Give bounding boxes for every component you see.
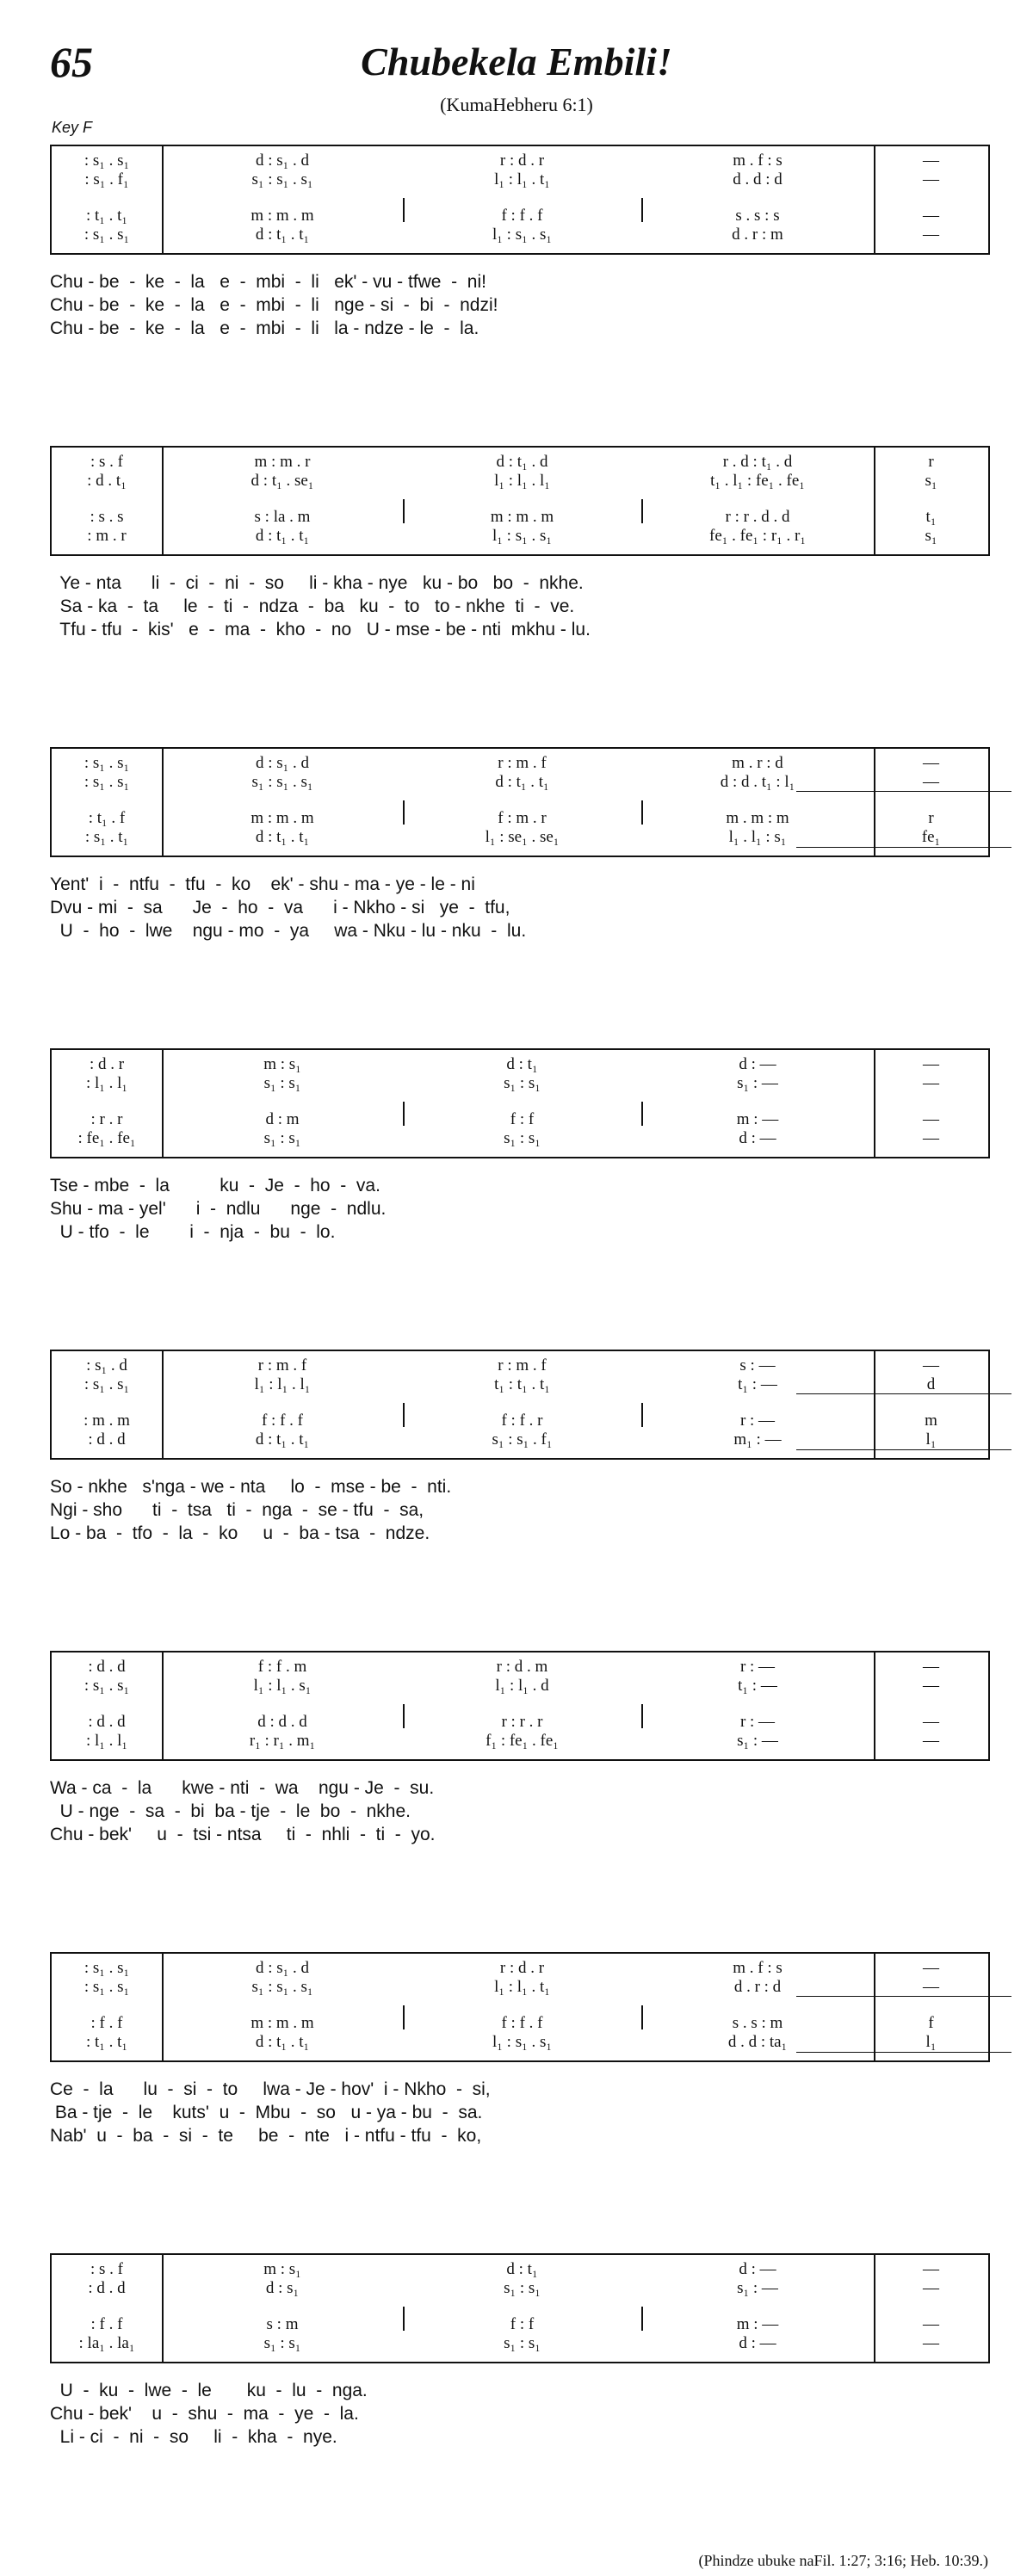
solfa-notes: m : — [736, 1110, 779, 1128]
solfa-notes: f : f . r [501, 1412, 543, 1430]
voice-row [52, 1356, 988, 1375]
music-system [50, 2253, 990, 2449]
music-system [50, 145, 990, 340]
solfa-notes: r : d . m [496, 1658, 548, 1676]
solfa-notes: : m . m [84, 1412, 130, 1430]
solfa-notes: r [928, 809, 934, 827]
solfa-notes: l₁ : l₁ . t₁ [494, 170, 550, 188]
solfa-notes: : f . f [90, 2315, 123, 2333]
solfa-notes: l₁ : s₁ . s₁ [492, 225, 552, 244]
solfa-notes: s : — [739, 1356, 776, 1374]
voice-row [52, 2033, 988, 2052]
solfa-notes: d : s₁ . d [255, 151, 310, 170]
solfa-notes: : m . r [87, 527, 127, 545]
music-system [50, 446, 990, 641]
solfa-notes: s₁ : — [737, 2279, 778, 2297]
solfa-notes: : s₁ . s₁ [84, 1959, 130, 1977]
solfa-notes: f : f . f [261, 1412, 303, 1430]
tonic-solfa-staff [50, 1048, 990, 1158]
solfa-notes: l₁ . l₁ : s₁ [728, 828, 787, 846]
solfa-notes: r . d : t₁ . d [722, 453, 793, 471]
solfa-notes: — [923, 1959, 939, 1977]
solfa-notes: f₁ : fe₁ . fe₁ [486, 1732, 559, 1750]
lyric-line: Ce - la lu - si - to lwa - Je - hov' i - Nkho - si, [50, 2079, 491, 2099]
solfa-notes: s₁ [925, 472, 937, 490]
solfa-notes: s₁ : s₁ [504, 2334, 541, 2352]
solfa-notes: s₁ : — [737, 1074, 778, 1092]
solfa-notes: d : t₁ . t₁ [255, 828, 310, 846]
voice-divider-line [796, 791, 1011, 792]
solfa-notes: d : — [739, 1129, 776, 1147]
voice-row [52, 1978, 988, 1997]
solfa-notes: : s₁ . t₁ [84, 828, 129, 846]
solfa-notes: s₁ : s₁ . s₁ [251, 773, 313, 791]
solfa-notes: s . s : m [732, 2014, 783, 2032]
voice-row [52, 1430, 988, 1449]
solfa-notes: f : f . f [501, 2014, 543, 2032]
footer-references: (Phindze ubuke naFil. 1:27; 3:16; Heb. 10:39.) [698, 2552, 988, 2569]
solfa-notes: — [923, 2334, 939, 2352]
lyric-line: U - ho - lwe ngu - mo - ya wa - Nku - lu - nku - lu. [50, 921, 527, 941]
lyric-line: Shu - ma - yel' i - ndlu nge - ndlu. [50, 1199, 387, 1219]
lyric-line: So - nkhe s'nga - we - nta lo - mse - be - nti. [50, 1477, 452, 1497]
solfa-notes: t₁ : — [738, 1375, 777, 1393]
voice-row [52, 809, 988, 828]
music-system [50, 1350, 990, 1545]
solfa-notes: s₁ : s₁ [504, 1129, 541, 1147]
solfa-notes: : d . d [88, 1658, 126, 1676]
solfa-notes: f [928, 2014, 934, 2032]
lyric-line: Yent' i - ntfu - tfu - ko ek' - shu - ma - ye - le - ni [50, 874, 475, 894]
solfa-notes: — [923, 2260, 939, 2278]
lyrics-block [50, 270, 990, 340]
solfa-notes: m . r : d [732, 754, 783, 772]
voice-row [52, 1412, 988, 1430]
voice-row [52, 207, 988, 225]
solfa-notes: m . m : m [726, 809, 789, 827]
solfa-notes: m . f : s [733, 1959, 782, 1977]
music-system [50, 1651, 990, 1846]
solfa-notes: m : s₁ [263, 1055, 301, 1073]
lyric-line: Lo - ba - tfo - la - ko u - ba - tsa - ndze. [50, 1523, 430, 1543]
tonic-solfa-staff [50, 2253, 990, 2363]
solfa-notes: — [923, 773, 939, 791]
solfa-notes: f : m . r [498, 809, 547, 827]
voice-row [52, 472, 988, 491]
lyric-line: Ye - nta li - ci - ni - so li - kha - nye ku - bo bo - nkhe. [50, 573, 584, 593]
solfa-notes: d . r : m [732, 225, 783, 244]
solfa-notes: m : m . m [251, 809, 314, 827]
lyrics-block [50, 2379, 990, 2449]
solfa-notes: l₁ [925, 1430, 937, 1449]
solfa-notes: m : m . m [251, 207, 314, 225]
solfa-notes: m [925, 1412, 937, 1430]
solfa-notes: : l₁ . l₁ [85, 1732, 128, 1750]
voice-row [52, 2334, 988, 2353]
solfa-notes: : d . d [88, 1713, 126, 1731]
solfa-notes: r : d . r [499, 151, 545, 170]
solfa-notes: d : s₁ . d [255, 754, 310, 772]
solfa-notes: l₁ : s₁ . s₁ [492, 2033, 552, 2051]
solfa-notes: l₁ : l₁ . l₁ [494, 472, 550, 490]
solfa-notes: d : t₁ . t₁ [255, 2033, 310, 2051]
solfa-notes: r : m . f [257, 1356, 307, 1374]
voice-row [52, 1129, 988, 1148]
tonic-solfa-staff [50, 1651, 990, 1761]
solfa-notes: : s₁ . s₁ [84, 773, 130, 791]
voice-row [52, 1959, 988, 1978]
solfa-notes: : s₁ . s₁ [84, 1677, 130, 1695]
solfa-notes: s : la . m [254, 508, 311, 526]
lyrics-block [50, 2078, 990, 2147]
solfa-notes: : s . f [90, 453, 123, 471]
solfa-notes: d : t₁ [506, 1055, 538, 1073]
solfa-notes: : la₁ . la₁ [78, 2334, 135, 2352]
solfa-notes: d : t₁ . se₁ [251, 472, 314, 490]
solfa-notes: s₁ [925, 527, 937, 545]
voice-divider-line [796, 1996, 1011, 1997]
solfa-notes: r : — [739, 1412, 776, 1430]
song-number: 65 [50, 38, 93, 86]
solfa-notes: s₁ : — [737, 1732, 778, 1750]
solfa-notes: m : s₁ [263, 2260, 301, 2278]
solfa-notes: r₁ : r₁ . m₁ [249, 1732, 316, 1750]
solfa-notes: : s₁ . s₁ [84, 1978, 130, 1996]
solfa-notes: — [923, 1129, 939, 1147]
voice-row [52, 225, 988, 244]
solfa-notes: — [923, 1732, 939, 1750]
solfa-notes: : s . s [90, 508, 124, 526]
solfa-notes: s₁ : s₁ [263, 1129, 301, 1147]
solfa-notes: : fe₁ . fe₁ [77, 1129, 136, 1147]
solfa-notes: — [923, 1677, 939, 1695]
solfa-notes: r [928, 453, 934, 471]
solfa-notes: — [923, 225, 939, 244]
tonic-solfa-staff [50, 747, 990, 857]
lyrics-block [50, 873, 990, 942]
lyric-line: Chu - be - ke - la e - mbi - li ek' - vu - tfwe - ni! [50, 272, 486, 292]
lyric-line: Tse - mbe - la ku - Je - ho - va. [50, 1176, 380, 1195]
lyric-line: U - tfo - le i - nja - bu - lo. [50, 1222, 336, 1242]
solfa-notes: l₁ : l₁ . d [495, 1677, 549, 1695]
solfa-notes: r : — [739, 1713, 776, 1731]
voice-divider-line [796, 1393, 1011, 1394]
voice-row [52, 1110, 988, 1129]
voice-row [52, 2315, 988, 2334]
solfa-notes: d : t₁ . t₁ [255, 225, 310, 244]
solfa-notes: m . f : s [733, 151, 782, 170]
solfa-notes: : s₁ . f₁ [84, 170, 129, 188]
solfa-notes: d : t₁ . t₁ [495, 773, 549, 791]
solfa-notes: d : d . t₁ : l₁ [720, 773, 795, 791]
solfa-notes: d : t₁ . d [496, 453, 548, 471]
voice-row [52, 1375, 988, 1394]
solfa-notes: s₁ : s₁ . f₁ [492, 1430, 553, 1449]
tonic-solfa-staff [50, 1350, 990, 1460]
solfa-notes: d : s₁ . d [255, 1959, 310, 1977]
voice-row [52, 508, 988, 527]
lyric-line: Sa - ka - ta le - ti - ndza - ba ku - to to - nkhe ti - ve. [50, 596, 575, 616]
voice-row [52, 2014, 988, 2033]
solfa-notes: l₁ : l₁ . l₁ [254, 1375, 311, 1393]
voice-row [52, 754, 988, 773]
tonic-solfa-staff [50, 1952, 990, 2062]
voice-row [52, 1055, 988, 1074]
solfa-notes: — [923, 2315, 939, 2333]
solfa-notes: d : — [739, 2334, 776, 2352]
solfa-notes: : r . r [90, 1110, 123, 1128]
solfa-notes: s₁ : s₁ [504, 2279, 541, 2297]
solfa-notes: s₁ : s₁ [263, 2334, 301, 2352]
solfa-notes: d : t₁ . t₁ [255, 527, 310, 545]
solfa-notes: — [923, 1658, 939, 1676]
solfa-notes: f : f . m [257, 1658, 307, 1676]
solfa-notes: f : f . f [501, 207, 543, 225]
solfa-notes: d : s₁ [265, 2279, 300, 2297]
solfa-notes: — [923, 1713, 939, 1731]
solfa-notes: : s₁ . s₁ [84, 1375, 130, 1393]
solfa-notes: : d . d [88, 2279, 126, 2297]
lyric-line: U - nge - sa - bi ba - tje - le bo - nkhe. [50, 1801, 411, 1821]
solfa-notes: — [923, 1110, 939, 1128]
solfa-notes: : s₁ . s₁ [84, 754, 130, 772]
lyrics-block [50, 1174, 990, 1244]
solfa-notes: m : m . m [251, 2014, 314, 2032]
key-signature: Key F [52, 119, 93, 136]
lyric-line: Ngi - sho ti - tsa ti - nga - se - tfu - sa, [50, 1500, 424, 1520]
solfa-notes: : s₁ . d [86, 1356, 127, 1374]
lyric-line: Chu - be - ke - la e - mbi - li nge - si - bi - ndzi! [50, 295, 498, 315]
solfa-notes: — [923, 2279, 939, 2297]
solfa-notes: l₁ : l₁ . s₁ [253, 1677, 312, 1695]
solfa-notes: — [923, 1074, 939, 1092]
voice-row [52, 1713, 988, 1732]
lyrics-block [50, 571, 990, 641]
voice-row [52, 1074, 988, 1093]
voice-row [52, 2279, 988, 2298]
solfa-notes: d : — [739, 1055, 776, 1073]
solfa-notes: fe₁ . fe₁ : r₁ . r₁ [709, 527, 806, 545]
voice-row [52, 2260, 988, 2279]
solfa-notes: : s₁ . s₁ [84, 225, 130, 244]
solfa-notes: : d . d [88, 1430, 126, 1449]
solfa-notes: — [923, 151, 939, 170]
lyric-line: Tfu - tfu - kis' e - ma - kho - no U - mse - be - nti mkhu - lu. [50, 620, 591, 639]
solfa-notes: : f . f [90, 2014, 123, 2032]
solfa-notes: : d . t₁ [87, 472, 127, 490]
voice-divider-line [796, 2052, 1011, 2053]
solfa-notes: d . d : ta₁ [727, 2033, 788, 2051]
solfa-notes: r : r . d . d [725, 508, 790, 526]
solfa-notes: — [923, 754, 939, 772]
solfa-notes: l₁ : s₁ . s₁ [492, 527, 552, 545]
music-system [50, 747, 990, 942]
song-title: Chubekela Embili! [361, 40, 672, 83]
solfa-notes: l₁ [925, 2033, 937, 2051]
solfa-notes: s : m [266, 2315, 299, 2333]
solfa-notes: — [923, 1978, 939, 1996]
solfa-notes: l₁ : se₁ . se₁ [485, 828, 560, 846]
solfa-notes: l₁ : l₁ . t₁ [494, 1978, 550, 1996]
solfa-notes: r : m . f [498, 1356, 547, 1374]
solfa-notes: m : m . r [254, 453, 311, 471]
solfa-notes: : l₁ . l₁ [85, 1074, 128, 1092]
solfa-notes: r : m . f [498, 754, 547, 772]
voice-row [52, 773, 988, 792]
solfa-notes: : t₁ . f [88, 809, 126, 827]
solfa-notes: d : t₁ [506, 2260, 538, 2278]
solfa-notes: d : d . d [257, 1713, 307, 1731]
lyric-line: Wa - ca - la kwe - nti - wa ngu - Je - su. [50, 1778, 435, 1798]
solfa-notes: : t₁ . t₁ [85, 207, 128, 225]
voice-row [52, 151, 988, 170]
solfa-notes: t₁ . l₁ : fe₁ . fe₁ [710, 472, 805, 490]
solfa-notes: s . s : s [735, 207, 780, 225]
solfa-notes: f : f [510, 2315, 535, 2333]
solfa-notes: d . d : d [733, 170, 782, 188]
solfa-notes: m : — [736, 2315, 779, 2333]
lyric-line: Chu - bek' u - tsi - ntsa ti - nhli - ti - yo. [50, 1825, 436, 1844]
voice-row [52, 1732, 988, 1751]
solfa-notes: m : m . m [490, 508, 554, 526]
solfa-notes: d . r : d [733, 1978, 782, 1996]
voice-row [52, 828, 988, 847]
solfa-notes: — [923, 1356, 939, 1374]
solfa-notes: — [923, 207, 939, 225]
lyric-line: Nab' u - ba - si - te be - nte i - ntfu - tfu - ko, [50, 2126, 482, 2146]
solfa-notes: f : f [510, 1110, 535, 1128]
solfa-notes: r : d . r [499, 1959, 545, 1977]
lyric-line: Ba - tje - le kuts' u - Mbu - so u - ya - bu - sa. [50, 2103, 483, 2122]
voice-row [52, 1677, 988, 1696]
solfa-notes: fe₁ [921, 828, 941, 846]
lyrics-block [50, 1475, 990, 1545]
solfa-notes: — [923, 1055, 939, 1073]
lyric-line: Li - ci - ni - so li - kha - nye. [50, 2427, 337, 2447]
solfa-notes: : t₁ . t₁ [85, 2033, 128, 2051]
voice-divider-line [796, 847, 1011, 848]
lyrics-block [50, 1776, 990, 1846]
tonic-solfa-staff [50, 145, 990, 255]
solfa-notes: t₁ [925, 508, 937, 526]
scripture-reference: (KumaHebheru 6:1) [440, 94, 593, 115]
solfa-notes: s₁ : s₁ . s₁ [251, 170, 313, 188]
solfa-notes: s₁ : s₁ [263, 1074, 301, 1092]
lyric-line: Chu - be - ke - la e - mbi - li la - ndze - le - la. [50, 318, 479, 338]
solfa-notes: d [926, 1375, 936, 1393]
tonic-solfa-staff [50, 446, 990, 556]
voice-divider-line [796, 1449, 1011, 1450]
solfa-notes: m₁ : — [733, 1430, 782, 1449]
solfa-notes: s₁ : s₁ [504, 1074, 541, 1092]
solfa-notes: : d . r [89, 1055, 125, 1073]
solfa-notes: d : m [265, 1110, 300, 1128]
solfa-notes: : s₁ . s₁ [84, 151, 130, 170]
solfa-notes: r : — [739, 1658, 776, 1676]
solfa-notes: — [923, 170, 939, 188]
solfa-notes: d : — [739, 2260, 776, 2278]
solfa-notes: d : t₁ . t₁ [255, 1430, 310, 1449]
solfa-notes: r : r . r [501, 1713, 543, 1731]
solfa-notes: : s . f [90, 2260, 123, 2278]
voice-row [52, 527, 988, 546]
music-system [50, 1952, 990, 2147]
solfa-notes: t₁ : t₁ . t₁ [494, 1375, 550, 1393]
voice-row [52, 453, 988, 472]
lyric-line: U - ku - lwe - le ku - lu - nga. [50, 2381, 368, 2400]
solfa-notes: s₁ : s₁ . s₁ [251, 1978, 313, 1996]
lyric-line: Dvu - mi - sa Je - ho - va i - Nkho - si ye - tfu, [50, 898, 510, 917]
voice-row [52, 170, 988, 189]
solfa-notes: t₁ : — [738, 1677, 777, 1695]
music-system [50, 1048, 990, 1244]
voice-row [52, 1658, 988, 1677]
lyric-line: Chu - bek' u - shu - ma - ye - la. [50, 2404, 359, 2424]
